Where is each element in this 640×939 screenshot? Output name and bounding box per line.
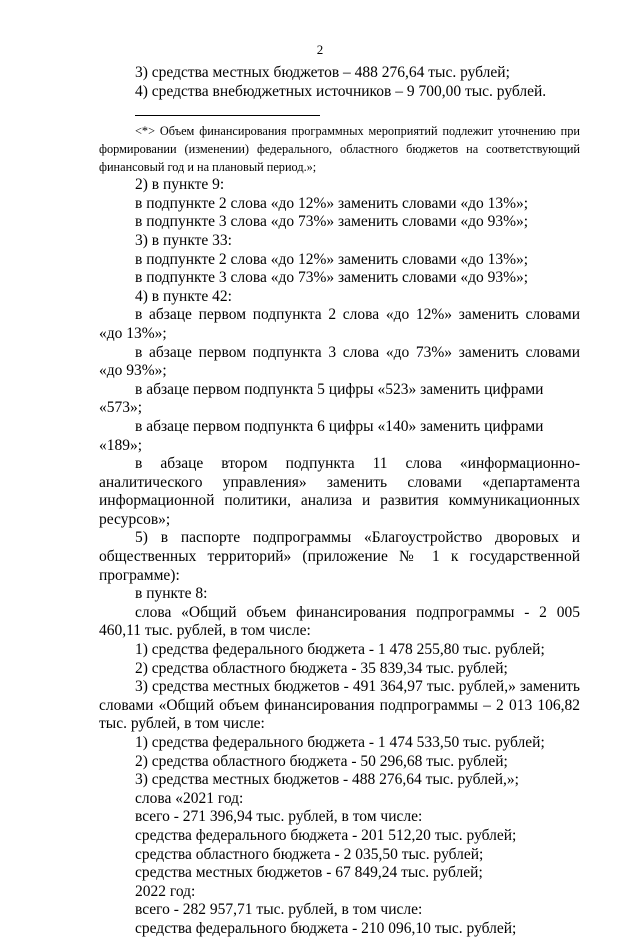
amendment-line: в подпункте 2 слова «до 12%» заменить словами «до 13%»;	[135, 194, 529, 212]
amendment-line: 2) в пункте 9:	[135, 176, 225, 194]
paragraph: средства местных бюджетов - 67 849,24 тыс. рублей;	[135, 864, 483, 882]
funding-item: 3) средства местных бюджетов – 488 276,64 тыс. рублей;	[135, 64, 510, 81]
amendment-line: в подпункте 3 слова «до 73%» заменить словами «до 93%»;	[135, 269, 529, 287]
paragraph: в абзаце первом подпункта 5 цифры «523» заменить цифрами «573»;	[99, 380, 544, 417]
paragraph: в абзаце втором подпункта 11 слова «информационно-аналитического управления» заменить словами «департамента информационной политики, анализа и развития коммуникационных ресурсов»;	[99, 455, 580, 528]
paragraph: 2022 год:	[135, 882, 196, 900]
paragraph: в пункте 8:	[135, 585, 208, 603]
footnote	[99, 122, 580, 176]
footnote-line: <*> Объем финансирования программных мероприятий подлежит уточнению при	[135, 124, 580, 139]
paragraph: 3) средства местных бюджетов - 491 364,97 тыс. рублей,» заменить словами «Общий объем финансирования подпрограммы – 2 013 106,82 тыс. рублей, в том числе:	[99, 678, 580, 733]
paragraph: в абзаце первом подпункта 3 слова «до 73%» заменить словами «до 93%»;	[99, 343, 580, 380]
paragraph: 5) в паспорте подпрограммы «Благоустройство дворовых и общественных территорий» (приложение № 1 к государственной программе):	[99, 529, 580, 584]
paragraph: всего - 271 396,94 тыс. рублей, в том числе:	[135, 808, 423, 826]
paragraph: средства федерального бюджета - 201 512,20 тыс. рублей;	[135, 826, 517, 844]
page-number: 2	[316, 42, 324, 57]
amendment-line: 3) в пункте 33:	[135, 231, 232, 249]
document-body	[99, 64, 580, 939]
paragraph: 3) средства местных бюджетов - 488 276,64 тыс. рублей,»;	[135, 771, 519, 789]
paragraph: средства федерального бюджета - 210 096,10 тыс. рублей;	[135, 919, 517, 937]
paragraph: 1) средства федерального бюджета - 1 478 255,80 тыс. рублей;	[135, 641, 545, 659]
footnote-line: финансовый год и на плановый период.»;	[99, 160, 317, 175]
paragraph: 2) средства областного бюджета - 35 839,34 тыс. рублей;	[135, 659, 508, 677]
paragraph: в абзаце первом подпункта 2 слова «до 12%» заменить словами «до 13%»;	[99, 306, 580, 342]
paragraph: слова «2021 год:	[135, 789, 244, 807]
footnote-separator	[135, 115, 320, 116]
paragraph: 1) средства федерального бюджета - 1 474 533,50 тыс. рублей;	[135, 734, 545, 751]
amendment-line: в подпункте 3 слова «до 73%» заменить словами «до 93%»;	[135, 213, 529, 231]
paragraph: всего - 282 957,71 тыс. рублей, в том числе:	[135, 901, 423, 919]
amendment-line: 4) в пункте 42:	[135, 287, 232, 305]
paragraph: средства областного бюджета - 2 035,50 тыс. рублей;	[135, 845, 484, 863]
funding-item: 4) средства внебюджетных источников – 9 700,00 тыс. рублей.	[135, 82, 547, 100]
footnote-line: формировании (изменении) федерального, областного бюджетов на соответствующий	[99, 142, 580, 157]
paragraph: слова «Общий объем финансирования подпрограммы - 2 005 460,11 тыс. рублей, в том числе:	[99, 603, 580, 640]
paragraph: в абзаце первом подпункта 6 цифры «140» заменить цифрами «189»;	[99, 417, 544, 454]
paragraph: 2) средства областного бюджета - 50 296,68 тыс. рублей;	[135, 752, 508, 770]
amendment-line: в подпункте 2 слова «до 12%» заменить словами «до 13%»;	[135, 250, 529, 268]
